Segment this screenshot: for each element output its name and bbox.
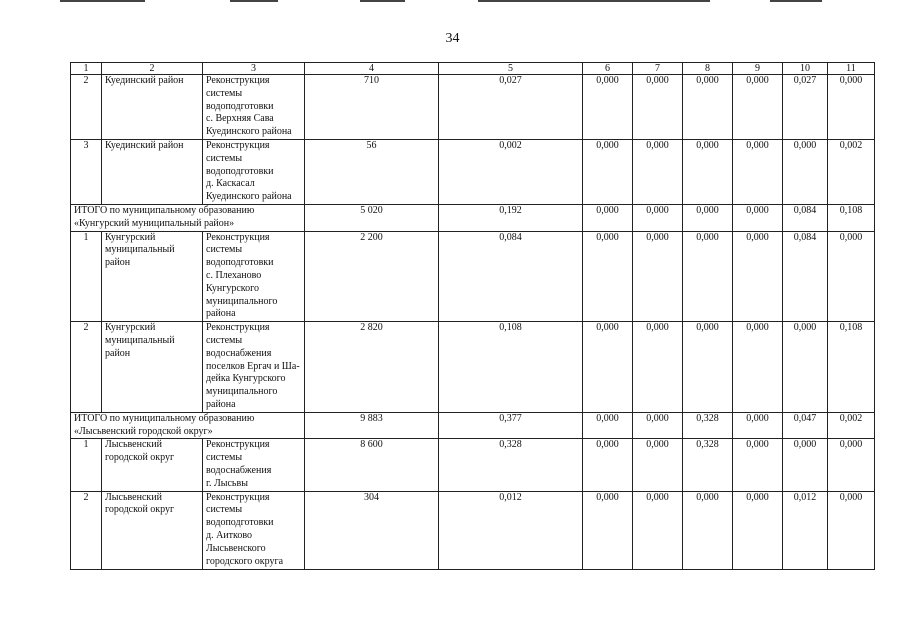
project-cell [203, 439, 305, 491]
project-line: района [206, 398, 236, 410]
value-cell: 0,000 [733, 231, 783, 322]
value-cell: 0,000 [683, 322, 733, 413]
header-cell: 4 [305, 63, 439, 75]
summary-label-line: «Кунгурский муниципальный район» [74, 217, 235, 229]
value-cell: 0,000 [633, 231, 683, 322]
value-cell: 56 [305, 140, 439, 205]
value-cell: 0,000 [583, 439, 633, 491]
header-cell: 8 [683, 63, 733, 75]
value-cell: 0,000 [828, 75, 875, 140]
header-cell: 7 [633, 63, 683, 75]
value-cell: 0,027 [783, 75, 828, 140]
project-line: водоподготовки [206, 100, 274, 112]
row-number-cell: 1 [71, 231, 102, 322]
table-row [71, 439, 875, 491]
project-cell [203, 491, 305, 569]
value-cell: 0,000 [783, 140, 828, 205]
value-cell: 0,000 [633, 322, 683, 413]
value-cell: 0,012 [783, 491, 828, 569]
project-line: системы [206, 504, 243, 516]
value-cell: 0,012 [439, 491, 583, 569]
scan-top-edge [0, 0, 905, 2]
value-cell: 0,108 [828, 204, 875, 231]
summary-label-line: ИТОГО по муниципальному образованию [74, 412, 255, 424]
district-cell: Кунгурский муниципальный район [102, 322, 203, 413]
value-cell: 0,192 [439, 204, 583, 231]
project-cell [203, 75, 305, 140]
project-line: района [206, 308, 236, 320]
row-number-cell: 2 [71, 491, 102, 569]
value-cell: 0,000 [633, 140, 683, 205]
value-cell: 0,108 [439, 322, 583, 413]
project-line: муниципального [206, 386, 278, 398]
row-number-cell: 2 [71, 75, 102, 140]
value-cell: 0,027 [439, 75, 583, 140]
project-cell [203, 140, 305, 205]
project-line: д. Аитково [206, 529, 253, 541]
value-cell: 0,000 [828, 231, 875, 322]
header-cell: 9 [733, 63, 783, 75]
row-number-cell: 1 [71, 439, 102, 491]
value-cell: 0,084 [783, 231, 828, 322]
summary-label-line: ИТОГО по муниципальному образованию [74, 204, 255, 216]
project-cell [203, 231, 305, 322]
value-cell: 0,000 [733, 75, 783, 140]
project-line: поселков Ергач и Ша- [206, 360, 300, 372]
table-row [71, 75, 875, 140]
value-cell: 5 020 [305, 204, 439, 231]
district-cell: Лысьвенский городской округ [102, 491, 203, 569]
value-cell: 0,000 [683, 204, 733, 231]
header-cell: 5 [439, 63, 583, 75]
value-cell: 0,000 [583, 231, 633, 322]
project-line: городского округа [206, 555, 284, 567]
value-cell: 304 [305, 491, 439, 569]
district-cell: Кунгурский муниципальный район [102, 231, 203, 322]
value-cell: 9 883 [305, 412, 439, 439]
value-cell: 0,000 [633, 75, 683, 140]
value-cell: 0,000 [583, 322, 633, 413]
project-line: системы [206, 87, 243, 99]
value-cell: 0,000 [683, 140, 733, 205]
project-line: системы [206, 152, 243, 164]
value-cell: 0,000 [733, 140, 783, 205]
project-line: Реконструкция [206, 231, 270, 243]
summary-label-cell [71, 412, 305, 439]
value-cell: 0,000 [733, 491, 783, 569]
page-number: 34 [445, 31, 460, 46]
value-cell: 0,000 [683, 231, 733, 322]
project-line: дейка Кунгурского [206, 373, 286, 385]
value-cell: 0,002 [439, 140, 583, 205]
data-table [70, 62, 875, 570]
value-cell: 0,002 [828, 140, 875, 205]
value-cell: 0,002 [828, 412, 875, 439]
value-cell: 0,000 [733, 412, 783, 439]
project-cell [203, 322, 305, 413]
header-cell: 6 [583, 63, 633, 75]
value-cell: 0,084 [783, 204, 828, 231]
value-cell: 0,377 [439, 412, 583, 439]
table-row [71, 322, 875, 413]
project-line: Реконструкция [206, 439, 270, 451]
value-cell: 0,000 [633, 439, 683, 491]
project-line: системы [206, 452, 243, 464]
value-cell: 0,000 [828, 491, 875, 569]
value-cell: 0,000 [683, 491, 733, 569]
project-line: Реконструкция [206, 491, 270, 503]
value-cell: 8 600 [305, 439, 439, 491]
district-cell: Куединский район [102, 140, 203, 205]
project-line: системы [206, 334, 243, 346]
project-line: Реконструкция [206, 140, 270, 151]
value-cell: 0,000 [583, 412, 633, 439]
project-line: водоснабжения [206, 464, 272, 476]
value-cell: 0,000 [583, 204, 633, 231]
project-line: Реконструкция [206, 75, 270, 86]
project-line: Лысьвенского [206, 542, 266, 554]
header-cell: 2 [102, 63, 203, 75]
value-cell: 0,108 [828, 322, 875, 413]
value-cell: 0,000 [633, 204, 683, 231]
project-line: муниципального [206, 295, 278, 307]
value-cell: 0,000 [733, 322, 783, 413]
header-row [71, 63, 875, 75]
table-row [71, 491, 875, 569]
district-cell: Куединский район [102, 75, 203, 140]
row-number-cell: 2 [71, 322, 102, 413]
value-cell: 0,000 [683, 75, 733, 140]
value-cell: 0,000 [583, 75, 633, 140]
value-cell: 0,000 [783, 439, 828, 491]
project-line: г. Лысьвы [206, 477, 248, 489]
project-line: Реконструкция [206, 322, 270, 334]
project-line: системы [206, 244, 243, 256]
project-line: Куединского района [206, 191, 292, 203]
project-line: Куединского района [206, 126, 292, 138]
value-cell: 0,084 [439, 231, 583, 322]
value-cell: 0,000 [733, 439, 783, 491]
table-row [71, 231, 875, 322]
header-cell: 10 [783, 63, 828, 75]
value-cell: 0,328 [683, 412, 733, 439]
value-cell: 0,047 [783, 412, 828, 439]
value-cell: 0,000 [583, 140, 633, 205]
project-line: с. Верхняя Сава [206, 113, 274, 125]
project-line: водоподготовки [206, 165, 274, 177]
value-cell: 0,000 [828, 439, 875, 491]
project-line: с. Плеханово [206, 269, 262, 281]
project-line: Кунгурского [206, 282, 260, 294]
value-cell: 0,000 [633, 412, 683, 439]
value-cell: 710 [305, 75, 439, 140]
summary-row [71, 412, 875, 439]
table-body [71, 75, 875, 570]
value-cell: 2 200 [305, 231, 439, 322]
project-line: водоподготовки [206, 257, 274, 269]
value-cell: 0,000 [583, 491, 633, 569]
header-cell: 1 [71, 63, 102, 75]
table-row [71, 140, 875, 205]
district-cell: Лысьвенский городской округ [102, 439, 203, 491]
summary-label-cell [71, 204, 305, 231]
summary-label-line: «Лысьвенский городской округ» [74, 425, 213, 437]
summary-row [71, 204, 875, 231]
value-cell: 0,328 [439, 439, 583, 491]
value-cell: 0,000 [633, 491, 683, 569]
project-line: д. Каскасал [206, 178, 255, 190]
value-cell: 0,328 [683, 439, 733, 491]
header-cell: 11 [828, 63, 875, 75]
project-line: водоснабжения [206, 347, 272, 359]
value-cell: 0,000 [733, 204, 783, 231]
value-cell: 2 820 [305, 322, 439, 413]
header-cell: 3 [203, 63, 305, 75]
value-cell: 0,000 [783, 322, 828, 413]
project-line: водоподготовки [206, 517, 274, 529]
row-number-cell: 3 [71, 140, 102, 205]
